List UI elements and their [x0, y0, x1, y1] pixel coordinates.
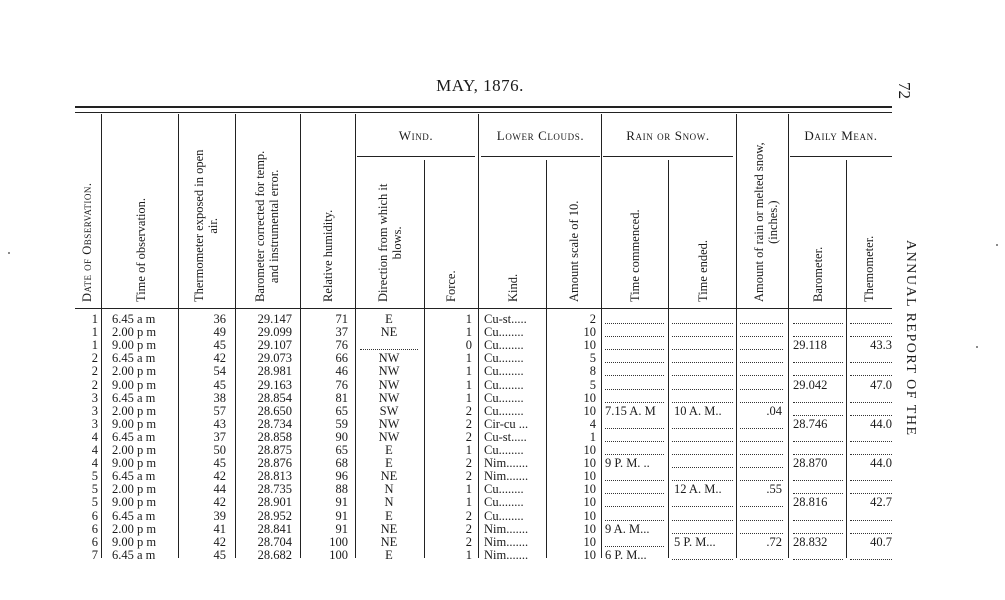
cell-commenced: 6 P. M... [605, 547, 647, 562]
cell-therm: 45 [213, 338, 226, 353]
cell-force: 1 [465, 364, 472, 379]
cell-therm: 43 [213, 416, 226, 431]
cell-rain: .04 [766, 403, 782, 418]
dot-leader [850, 520, 892, 522]
dot-leader [740, 349, 783, 351]
cell-force: 1 [465, 443, 472, 457]
dot-leader [740, 389, 783, 391]
col-rule [478, 114, 479, 558]
cell-therm: 42 [213, 351, 226, 366]
cell-mean-baro: 28.832 [793, 534, 828, 549]
cell-time: 6.45 a m [112, 390, 156, 405]
cell-therm: 41 [213, 521, 226, 536]
col-header-mean-thermometer: Themometer. [862, 235, 876, 302]
cell-kind: Cu........ [484, 403, 524, 418]
col-rule [788, 114, 789, 558]
dot-leader [850, 362, 892, 364]
cell-mean-baro: 29.042 [793, 377, 828, 392]
cell-mean-therm: 47.0 [870, 377, 892, 392]
cell-kind: Cu........ [484, 364, 524, 379]
cell-ended: 5 P. M... [674, 534, 716, 549]
cell-dir: E [385, 508, 393, 523]
cell-baro: 28.981 [257, 364, 292, 379]
cell-baro: 29.163 [257, 377, 292, 392]
cell-therm: 42 [213, 495, 226, 510]
cell-dir: NE [380, 325, 398, 340]
col-header-rain-amount [752, 142, 780, 302]
cell-baro: 28.734 [257, 416, 292, 431]
cell-time: 6.45 a m [112, 508, 156, 523]
cell-date: 2 [91, 351, 98, 366]
dot-leader [672, 323, 733, 325]
wind-group-header: Wind. [398, 128, 434, 143]
dot-leader [605, 375, 664, 377]
cell-amount: 2 [589, 312, 596, 326]
cell-dir: NW [378, 429, 400, 444]
cell-kind: Cu........ [484, 482, 524, 497]
cell-time: 9.00 p m [112, 534, 157, 549]
col-rule [424, 160, 425, 558]
rain-group-header: Rain or Snow. [626, 128, 710, 143]
cell-ended: 10 A. M.. [674, 403, 722, 418]
cell-hum: 91 [335, 508, 348, 523]
cell-amount: 10 [583, 338, 596, 353]
cell-hum: 91 [335, 521, 348, 536]
cell-amount: 5 [589, 351, 596, 366]
col-header-rain-amount-line1: Amount of rain or melted snow, [752, 142, 766, 302]
col-rule [355, 114, 356, 558]
cell-dir: E [385, 456, 393, 471]
cell-baro: 28.875 [257, 443, 292, 457]
cell-date: 5 [91, 482, 98, 497]
cell-amount: 10 [583, 325, 596, 340]
col-header-mean-barometer: Barometer. [811, 246, 825, 302]
cell-date: 6 [91, 508, 98, 523]
cell-commenced: 9 P. M. .. [605, 456, 650, 471]
dot-leader [793, 520, 843, 522]
cell-dir: N [384, 495, 394, 510]
col-header-clouds-amount: Amount scale of 10. [567, 200, 581, 302]
cell-amount: 4 [589, 416, 596, 431]
print-speck [996, 244, 998, 246]
cell-amount: 10 [583, 443, 596, 457]
cell-date: 2 [91, 364, 98, 379]
col-header-barometer-line2: and instrumental error. [267, 169, 281, 284]
cell-hum: 88 [335, 482, 348, 497]
header-bottom-rule [75, 308, 892, 309]
dot-leader [850, 441, 892, 443]
dot-leader [740, 323, 783, 325]
dot-leader [672, 362, 733, 364]
dot-leader [605, 493, 664, 495]
cell-hum: 46 [335, 364, 348, 379]
dot-leader [740, 336, 783, 338]
cell-baro: 28.858 [257, 429, 292, 444]
cell-kind: Cu........ [484, 377, 524, 392]
col-rule [601, 114, 602, 558]
dot-leader [605, 362, 664, 364]
cell-time: 2.00 p m [112, 521, 157, 536]
cell-therm: 38 [213, 390, 226, 405]
cell-dir: E [385, 443, 393, 457]
cell-dir: NW [378, 390, 400, 405]
cell-kind: Cu........ [484, 443, 524, 457]
cell-date: 4 [91, 443, 98, 457]
cell-baro: 28.682 [257, 547, 292, 562]
cell-date: 4 [91, 456, 98, 471]
cell-dir: NE [380, 521, 398, 536]
dot-leader [793, 362, 843, 364]
cell-dir: E [385, 312, 393, 326]
cell-amount: 10 [583, 547, 596, 562]
dot-leader [605, 441, 664, 443]
cell-force: 1 [465, 312, 472, 326]
dot-leader [850, 402, 892, 404]
dot-leader [740, 441, 783, 443]
wind-group-rule [357, 156, 475, 157]
cell-date: 6 [91, 521, 98, 536]
col-header-rain-ended: Time ended. [696, 239, 710, 302]
col-header-barometer-line1: Barometer corrected for temp. [253, 150, 267, 302]
dot-leader [605, 389, 664, 391]
cell-amount: 10 [583, 390, 596, 405]
col-header-time: Time of observation. [134, 197, 148, 302]
cell-date: 3 [91, 390, 98, 405]
dot-leader [793, 323, 843, 325]
col-rule [101, 114, 102, 558]
cell-baro: 29.147 [257, 312, 292, 326]
cell-kind: Cu........ [484, 495, 524, 510]
cell-amount: 10 [583, 482, 596, 497]
cell-therm: 57 [213, 403, 226, 418]
cell-kind: Cu........ [484, 351, 524, 366]
cell-date: 5 [91, 495, 98, 510]
cell-force: 2 [465, 429, 472, 444]
cell-force: 2 [465, 508, 472, 523]
cell-force: 2 [465, 416, 472, 431]
cell-date: 3 [91, 416, 98, 431]
cell-amount: 1 [589, 429, 596, 444]
dot-leader [672, 375, 733, 377]
cell-mean-baro: 28.746 [793, 416, 828, 431]
cell-date: 6 [91, 534, 98, 549]
cell-baro: 28.650 [257, 403, 292, 418]
cell-time: 6.45 a m [112, 351, 156, 366]
cell-hum: 71 [335, 312, 348, 326]
dot-leader [672, 506, 733, 508]
cell-kind: Nim....... [484, 534, 529, 549]
cell-hum: 81 [335, 390, 348, 405]
cell-time: 6.45 a m [112, 312, 156, 326]
top-rule-thin [75, 112, 892, 113]
dot-leader [740, 375, 783, 377]
cell-time: 6.45 a m [112, 429, 156, 444]
cell-kind: Cu-st..... [484, 429, 527, 444]
dot-leader [672, 441, 733, 443]
cell-kind: Cir-cu ... [484, 416, 529, 431]
dot-leader [740, 506, 783, 508]
cell-hum: 96 [335, 469, 348, 484]
col-header-wind-direction [376, 184, 404, 302]
cell-therm: 42 [213, 534, 226, 549]
cell-date: 7 [91, 547, 98, 562]
cell-baro: 28.854 [257, 390, 292, 405]
col-header-thermometer-line1: Thermometer exposed in open [192, 149, 206, 302]
cell-baro: 29.099 [257, 325, 292, 340]
cell-force: 2 [465, 456, 472, 471]
cell-date: 3 [91, 403, 98, 418]
dot-leader [793, 402, 843, 404]
cell-mean-therm: 44.0 [870, 416, 892, 431]
cell-hum: 90 [335, 429, 348, 444]
cell-dir: NW [378, 364, 400, 379]
cell-dir: NW [378, 377, 400, 392]
cell-hum: 76 [335, 377, 348, 392]
cell-kind: Nim....... [484, 547, 529, 562]
col-rule [546, 160, 547, 558]
cell-rain: .72 [766, 534, 782, 549]
cell-time: 2.00 p m [112, 325, 157, 340]
dot-leader [740, 559, 783, 561]
page-number: 72 [895, 82, 914, 99]
cell-force: 1 [465, 390, 472, 405]
cell-hum: 76 [335, 338, 348, 353]
cell-force: 1 [465, 351, 472, 366]
cell-baro: 29.107 [257, 338, 292, 353]
cell-amount: 10 [583, 508, 596, 523]
dot-leader [850, 323, 892, 325]
cell-kind: Cu........ [484, 325, 524, 340]
cell-time: 2.00 p m [112, 364, 157, 379]
cell-time: 2.00 p m [112, 403, 157, 418]
cell-amount: 8 [589, 364, 596, 379]
col-header-rain-amount-line2: (inches.) [766, 200, 780, 244]
cell-therm: 44 [213, 482, 226, 497]
dot-leader [740, 520, 783, 522]
col-header-rain-commenced: Time commenced. [628, 209, 642, 302]
cell-dir: NW [378, 416, 400, 431]
cell-therm: 39 [213, 508, 226, 523]
cell-amount: 5 [589, 377, 596, 392]
cell-amount: 10 [583, 495, 596, 510]
cell-dir: NE [380, 534, 398, 549]
clouds-group-rule [481, 156, 600, 157]
cell-hum: 59 [335, 416, 348, 431]
dot-leader [793, 559, 843, 561]
dot-leader [850, 559, 892, 561]
col-rule [300, 114, 301, 558]
cell-baro: 28.841 [257, 521, 292, 536]
cell-rain: .55 [766, 482, 782, 497]
col-header-wind-direction-line2: blows. [390, 226, 404, 260]
cell-baro: 29.073 [257, 351, 292, 366]
dot-leader [672, 336, 733, 338]
cell-force: 2 [465, 521, 472, 536]
cell-time: 2.00 p m [112, 482, 157, 497]
page-title: MAY, 1876. [436, 76, 524, 95]
cell-baro: 28.704 [257, 534, 292, 549]
cell-kind: Cu........ [484, 390, 524, 405]
col-header-thermometer-line2: air. [206, 218, 220, 234]
cell-amount: 10 [583, 456, 596, 471]
cell-amount: 10 [583, 521, 596, 536]
cell-time: 9.00 p m [112, 338, 157, 353]
col-rule [736, 114, 737, 558]
dot-leader [605, 323, 664, 325]
cell-baro: 28.901 [257, 495, 292, 510]
dot-leader [740, 454, 783, 456]
running-head: ANNUAL REPORT OF THE [903, 240, 918, 437]
cell-baro: 28.876 [257, 456, 292, 471]
cell-amount: 10 [583, 469, 596, 484]
cell-amount: 10 [583, 534, 596, 549]
cell-hum: 37 [335, 325, 348, 340]
cell-mean-therm: 42.7 [870, 495, 892, 510]
cell-mean-therm: 40.7 [870, 534, 892, 549]
col-header-clouds-kind: Kind. [506, 273, 520, 302]
cell-time: 9.00 p m [112, 416, 157, 431]
cell-time: 6.45 a m [112, 547, 156, 562]
dot-leader [605, 428, 664, 430]
cell-time: 2.00 p m [112, 443, 157, 457]
cell-force: 1 [465, 325, 472, 340]
dot-leader [740, 428, 783, 430]
cell-therm: 36 [213, 312, 226, 326]
cell-dir: NE [380, 469, 398, 484]
cell-dir: NW [378, 351, 400, 366]
cell-kind: Nim....... [484, 456, 529, 471]
col-header-humidity: Relative humidity. [321, 209, 335, 302]
cell-mean-therm: 43.3 [870, 338, 892, 353]
cell-baro: 28.952 [257, 508, 292, 523]
top-rule-thick [75, 106, 892, 108]
dot-leader [672, 559, 733, 561]
cell-force: 1 [465, 377, 472, 392]
cell-date: 1 [91, 325, 98, 340]
cell-therm: 49 [213, 325, 226, 340]
cell-hum: 66 [335, 351, 348, 366]
cell-hum: 68 [335, 456, 348, 471]
cell-mean-baro: 28.870 [793, 456, 828, 471]
cell-therm: 37 [213, 429, 226, 444]
cell-force: 1 [465, 482, 472, 497]
dot-leader [793, 441, 843, 443]
cell-mean-baro: 29.118 [793, 338, 827, 353]
dot-leader [793, 480, 843, 482]
cell-dir: N [384, 482, 394, 497]
dot-leader [605, 480, 664, 482]
cell-force: 1 [465, 495, 472, 510]
dot-leader [605, 506, 664, 508]
cell-amount: 10 [583, 403, 596, 418]
print-speck [8, 252, 10, 254]
cell-ended: 12 A. M.. [674, 482, 722, 497]
cell-hum: 65 [335, 403, 348, 418]
col-rule [178, 114, 179, 558]
cell-time: 9.00 p m [112, 456, 157, 471]
cell-commenced: 7.15 A. M [605, 403, 656, 418]
cell-kind: Cu........ [484, 338, 524, 353]
cell-date: 1 [91, 312, 98, 326]
cell-force: 2 [465, 403, 472, 418]
col-rule [846, 160, 847, 558]
cell-kind: Cu-st..... [484, 312, 527, 326]
col-header-barometer [253, 151, 281, 302]
cell-baro: 28.813 [257, 469, 292, 484]
dot-leader [672, 520, 733, 522]
dot-leader [850, 480, 892, 482]
cell-kind: Nim....... [484, 469, 529, 484]
cell-therm: 54 [213, 364, 226, 379]
mean-group-header: Daily Mean. [804, 128, 878, 143]
dot-leader [672, 428, 733, 430]
cell-kind: Nim....... [484, 521, 529, 536]
col-header-wind-force: Force. [444, 270, 458, 302]
cell-mean-therm: 44.0 [870, 456, 892, 471]
dot-leader [740, 362, 783, 364]
dot-leader [605, 336, 664, 338]
cell-hum: 91 [335, 495, 348, 510]
dot-leader [740, 467, 783, 469]
cell-time: 9.00 p m [112, 377, 157, 392]
cell-date: 4 [91, 429, 98, 444]
col-header-thermometer [192, 150, 220, 302]
mean-group-rule [790, 156, 892, 157]
col-header-date: Date of Observation. [80, 182, 94, 302]
col-header-wind-direction-line1: Direction from which it [376, 183, 390, 302]
cell-date: 2 [91, 377, 98, 392]
cell-force: 1 [465, 547, 472, 562]
col-rule [235, 114, 236, 558]
cell-therm: 42 [213, 469, 226, 484]
cell-therm: 45 [213, 456, 226, 471]
cell-therm: 45 [213, 547, 226, 562]
col-rule [668, 160, 669, 558]
cell-time: 6.45 a m [112, 469, 156, 484]
cell-force: 2 [465, 534, 472, 549]
cell-baro: 28.735 [257, 482, 292, 497]
cell-kind: Cu........ [484, 508, 524, 523]
cell-force: 2 [465, 469, 472, 484]
dot-leader [672, 389, 733, 391]
clouds-group-header: Lower Clouds. [496, 128, 585, 143]
cell-hum: 100 [329, 534, 348, 549]
cell-dir: E [385, 547, 393, 562]
dot-leader [605, 349, 664, 351]
cell-force: 0 [465, 338, 472, 353]
cell-therm: 50 [213, 443, 226, 457]
print-speck [976, 346, 978, 348]
cell-dir: SW [379, 403, 399, 418]
cell-commenced: 9 A. M... [605, 521, 650, 536]
cell-hum: 100 [329, 547, 348, 562]
cell-mean-baro: 28.816 [793, 495, 828, 510]
cell-time: 9.00 p m [112, 495, 157, 510]
cell-therm: 45 [213, 377, 226, 392]
dot-leader [672, 467, 733, 469]
cell-hum: 65 [335, 443, 348, 457]
rain-group-rule [603, 156, 733, 157]
cell-date: 1 [91, 338, 98, 353]
dot-leader [672, 454, 733, 456]
dot-leader [672, 349, 733, 351]
cell-date: 5 [91, 469, 98, 484]
